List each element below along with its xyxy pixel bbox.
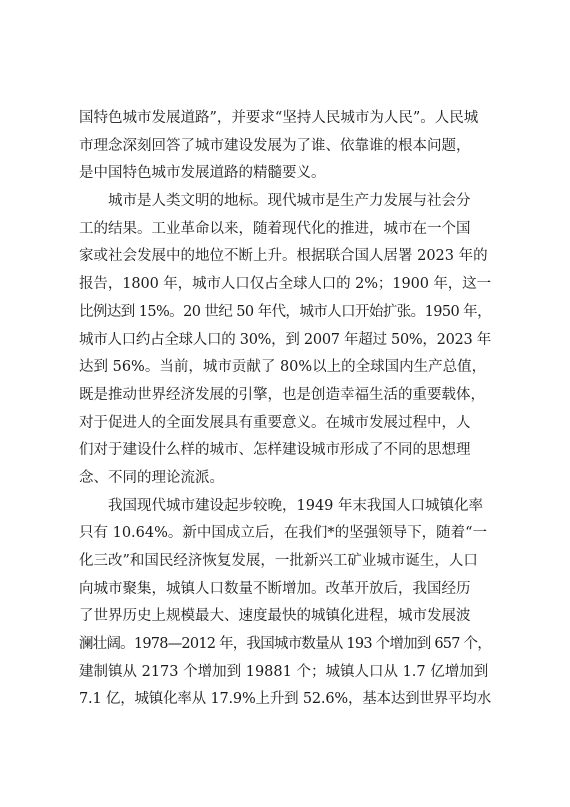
text-line: 比例达到 15%。20 世纪 50 年代，城市人口开始扩张。1950 年， (79, 303, 491, 320)
text-line: 工的结果。工业革命以来，随着现代化的推进，城市在一个国 (79, 220, 471, 237)
text-line: 念、不同的理论流派。 (79, 469, 224, 486)
text-line: 只有 10.64%。新中国成立后，在我们*的坚强领导下，随着“一 (79, 525, 488, 542)
text-line: 达到 56%。当前，城市贡献了 80%以上的全球国内生产总值， (79, 359, 487, 376)
text-line: 7.1 亿，城镇化率从 17.9%上升到 52.6%，基本达到世界平均水 (79, 691, 491, 708)
text-line: 城市人口约占全球人口的 30%，到 2007 年超过 50%，2023 年 (79, 331, 491, 348)
text-line: 国特色城市发展道路”，并要求“坚持人民城市为人民”。人民城 (79, 110, 479, 126)
text-line: 我国现代城市建设起步较晚，1949 年末我国人口城镇化率 (108, 497, 484, 514)
text-line: 是中国特色城市发展道路的精髓要义。 (79, 165, 326, 182)
text-line: 化三改”和国民经济恢复发展，一批新兴工矿业城市诞生，人口 (79, 553, 478, 569)
text-line: 城市是人类文明的地标。现代城市是生产力发展与社会分 (108, 193, 471, 210)
text-line: 了世界历史上规模最大、速度最快的城镇化进程，城市发展波 (79, 608, 471, 625)
body-text (79, 105, 491, 714)
text-line: 向城市聚集，城镇人口数量不断增加。改革开放后，我国经历 (79, 580, 471, 597)
text-line: 市理念深刻回答了城市建设发展为了谁、依靠谁的根本问题， (79, 137, 471, 154)
paragraph (79, 188, 491, 493)
text-line: 既是推动世界经济发展的引擎，也是创造幸福生活的重要载体， (79, 386, 485, 403)
text-line: 们对于建设什么样的城市、怎样建设城市形成了不同的思想理 (79, 442, 471, 459)
text-line: 澜壮阔。1978—2012 年，我国城市数量从 193 个增加到 657 个， (79, 636, 491, 653)
text-line: 建制镇从 2173 个增加到 19881 个；城镇人口从 1.7 亿增加到 (79, 663, 489, 680)
paragraph (79, 493, 491, 715)
text-line: 报告，1800 年，城市人口仅占全球人口的 2%；1900 年，这一 (79, 276, 491, 293)
paragraph (79, 105, 491, 188)
text-line: 家或社会发展中的地位不断上升。根据联合国人居署 2023 年的 (79, 248, 488, 265)
text-line: 对于促进人的全面发展具有重要意义。在城市发展过程中，人 (79, 414, 471, 431)
